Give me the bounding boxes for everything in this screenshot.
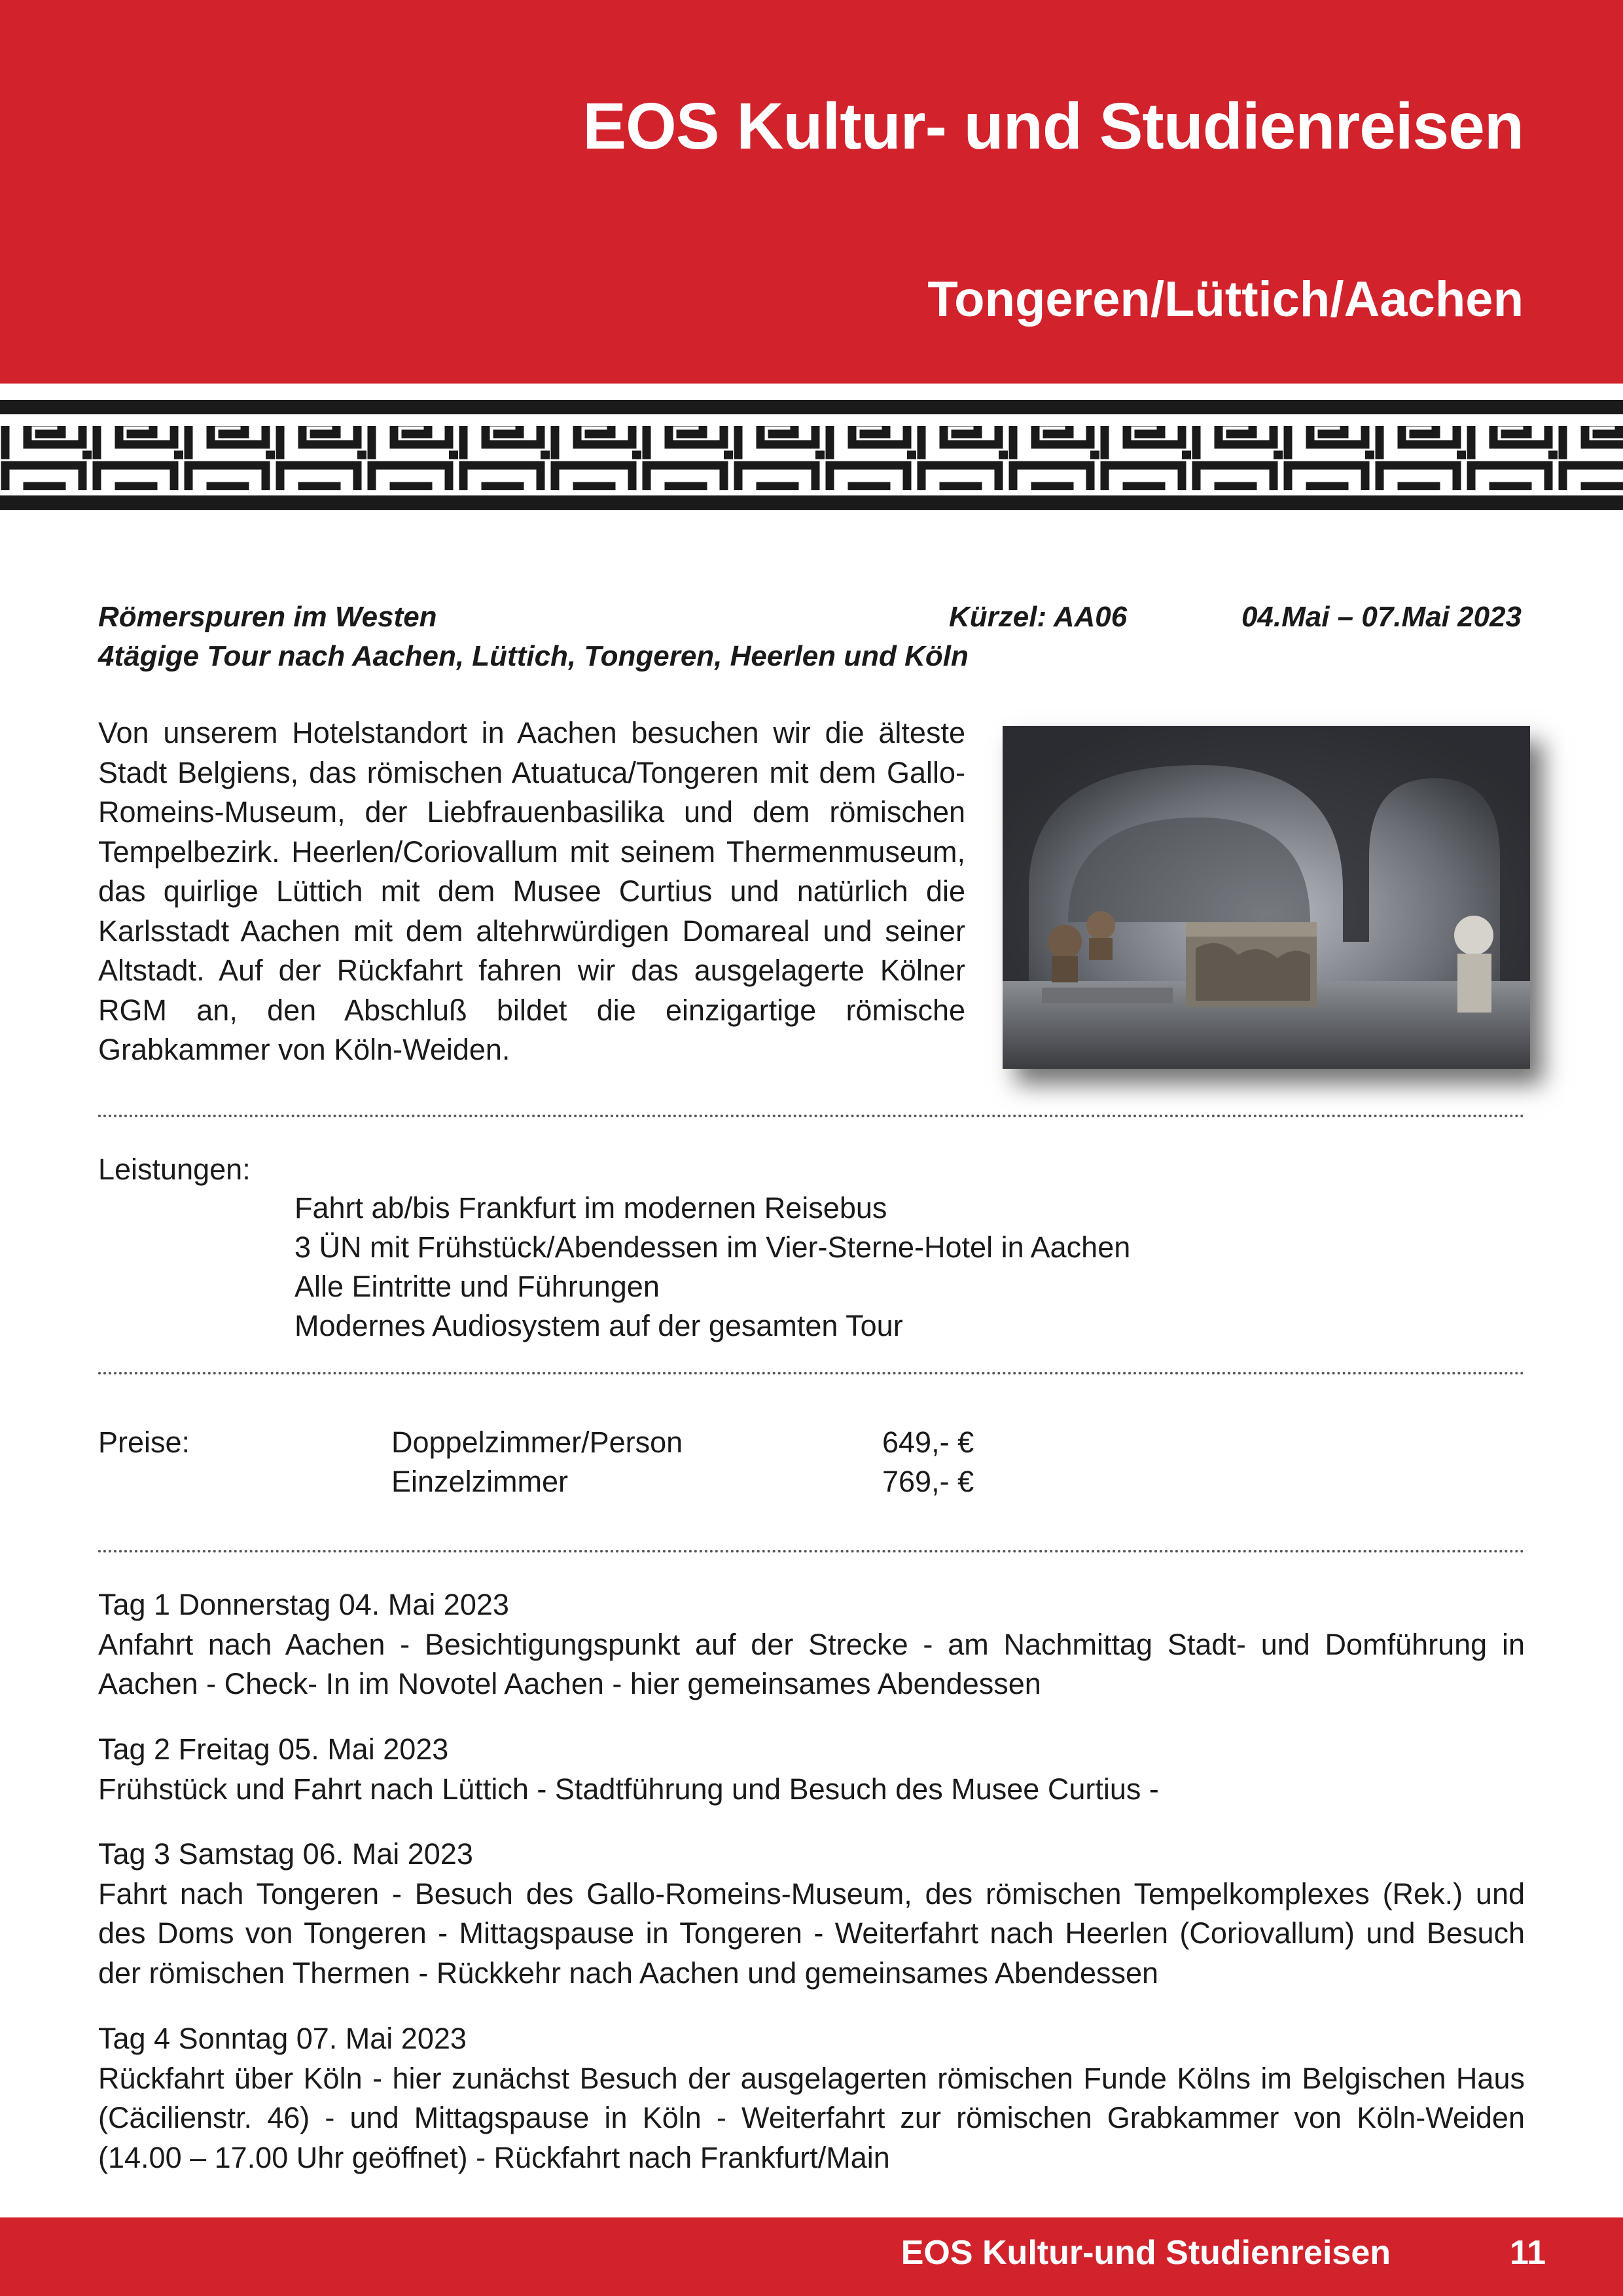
header-banner [0, 0, 1623, 384]
price-room-type: Doppelzimmer/Person [391, 1426, 683, 1459]
itinerary-day-text: Anfahrt nach Aachen - Besichtigungspunkt auf der Strecke - am Nachmittag Stadt- und Domführung in Aachen - Check- In im Novotel Aachen - hier gemeinsames Abendessen [98, 1627, 1525, 1700]
price-room-type: Einzelzimmer [391, 1465, 569, 1498]
services-item: Fahrt ab/bis Frankfurt im modernen Reisebus [294, 1191, 887, 1225]
services-item: Modernes Audiosystem auf der gesamten Tour [294, 1309, 903, 1342]
itinerary-day-title: Tag 1 Donnerstag 04. Mai 2023 [98, 1588, 509, 1621]
itinerary-day [98, 1835, 1525, 1993]
tour-title: Römerspuren im Westen [98, 601, 437, 633]
itinerary-day-title: Tag 3 Samstag 06. Mai 2023 [98, 1837, 473, 1871]
greek-key-meander-border [0, 396, 1623, 514]
divider [98, 1550, 1525, 1552]
itinerary-day-text: Rückfahrt über Köln - hier zunächst Besuch der ausgelagerten römischen Funde Kölns im Belgischen Haus (Cäcilienstr. 46) - und Mittagspause in Köln - Weiterfahrt zur römischen Grabkammer von Köln-Weiden (14.00 – 17.00 Uhr geöffnet) - Rückfahrt nach Frankfurt/Main [98, 2061, 1525, 2174]
divider [98, 1115, 1525, 1117]
footer-brand: EOS Kultur-und Studienreisen [901, 2234, 1391, 2272]
itinerary-day-title: Tag 4 Sonntag 07. Mai 2023 [98, 2022, 467, 2055]
itinerary-day-text: Fahrt nach Tongeren - Besuch des Gallo-Romeins-Museum, des römischen Tempelkomplexes (Rek.) und des Doms von Tongeren - Mittagspause in Tongeren - Weiterfahrt nach Heerlen (Coriovallum) und Besuch der römischen Thermen - Rückkehr nach Aachen und gemeinsames Abendessen [98, 1876, 1525, 1990]
price-value: 769,- € [882, 1465, 974, 1498]
divider [98, 1372, 1525, 1374]
prices-label: Preise: [98, 1426, 190, 1459]
price-value: 649,- € [882, 1426, 974, 1459]
footer-banner [0, 2217, 1623, 2296]
intro-paragraph: Von unserem Hotelstandort in Aachen besuchen wir die älteste Stadt Belgiens, das römischen Atuatuca/Tongeren mit dem Gallo-Romeins-Museum, der Liebfrauenbasilika und dem römischen Tempelbezirk. Heerlen/Coriovallum mit seinem Thermenmuseum, das quirlige Lüttich mit dem Musee Curtius und natürlich die Karlsstadt Aachen mit dem altehrwürdigen Domareal und seiner Altstadt. Auf der Rückfahrt fahren wir das ausgelagerte Kölner RGM an, den Abschluß bildet die einzigartige römische Grabkammer von Köln-Weiden. [98, 716, 965, 1066]
services-item: Alle Eintritte und Führungen [294, 1270, 660, 1303]
services-item: 3 ÜN mit Frühstück/Abendessen im Vier-Sterne-Hotel in Aachen [294, 1230, 1131, 1264]
tour-dates: 04.Mai – 07.Mai 2023 [1241, 601, 1522, 633]
brand-title: EOS Kultur- und Studienreisen [582, 90, 1524, 163]
tour-tagline: 4tägige Tour nach Aachen, Lüttich, Tongeren, Heerlen und Köln [98, 640, 969, 672]
itinerary-day-text: Frühstück und Fahrt nach Lüttich - Stadtführung und Besuch des Musee Curtius - [98, 1772, 1159, 1806]
itinerary-day [98, 1730, 1525, 1809]
itinerary-day [98, 2019, 1525, 2178]
tour-code: Kürzel: AA06 [949, 601, 1128, 633]
page-number: 11 [1510, 2234, 1546, 2272]
services-label: Leistungen: [98, 1153, 251, 1186]
itinerary-day-title: Tag 2 Freitag 05. Mai 2023 [98, 1732, 449, 1766]
roman-burial-chamber-photo [1003, 726, 1530, 1069]
tour-destination-title: Tongeren/Lüttich/Aachen [927, 272, 1524, 327]
itinerary-day [98, 1585, 1525, 1704]
